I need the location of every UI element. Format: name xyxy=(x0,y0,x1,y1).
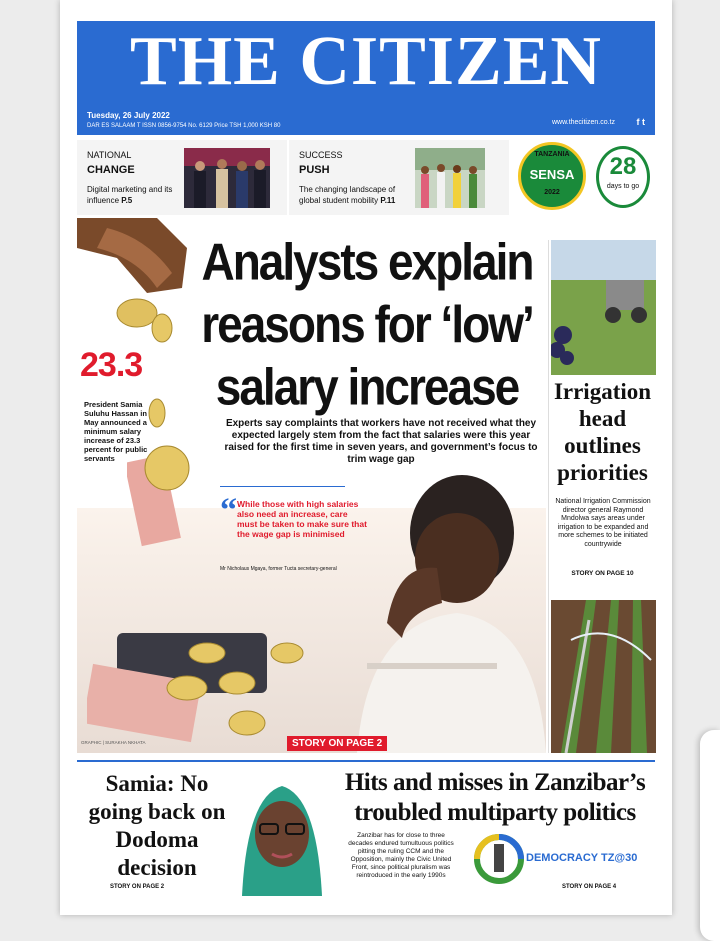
stat-value: 23.3 xyxy=(80,346,143,384)
democracy-badge: DEMOCRACY TZ@30 xyxy=(526,852,638,864)
masthead xyxy=(77,21,655,135)
teaser-kicker: CHANGE xyxy=(87,164,135,176)
days-number: 28 xyxy=(609,153,637,180)
side-text: National Irrigation Commission director general Raymond Mndolwa says areas under irrigation to be expanded and more schemes to be initiated countrywide xyxy=(555,498,651,548)
hand-coins-illustration xyxy=(77,218,197,343)
stat-description: President Samia Suluhu Hassan in May announced a minimum salary increase of 23.3 percent for public servants xyxy=(84,400,148,463)
website-url: www.thecitizen.co.tz xyxy=(551,119,615,126)
days-countdown xyxy=(596,146,650,208)
quote-icon: “ xyxy=(220,492,237,529)
lead-story xyxy=(77,218,546,753)
samia-story-link[interactable]: STORY ON PAGE 2 xyxy=(110,884,165,890)
side-headline: Irrigation head outlines priorities xyxy=(553,379,652,485)
newspaper-front-page xyxy=(60,0,672,915)
zanzibar-story-link[interactable]: STORY ON PAGE 4 xyxy=(562,884,617,890)
standfirst: Experts say complaints that workers have not received what they expected largely stem from the fact that salaries were this year raised for the first time in seven years, and government’s focus to trim wage gap xyxy=(224,418,538,465)
teaser-photo-group xyxy=(184,148,270,208)
social-icons: f t xyxy=(636,117,645,127)
worried-man-photo xyxy=(327,473,546,753)
next-page-edge xyxy=(700,730,720,941)
democracy-logo-icon xyxy=(472,832,526,886)
census-badge xyxy=(512,140,655,215)
zanzibar-text: Zanzibar has for close to three decades endured tumultuous politics pitting the ruling CCM and the Opposition, mainly the Civic United Front, since political pluralism was reintroduced in the early 1990s xyxy=(348,832,454,879)
quote-attribution: Mr Nicholaus Mgaya, former Tucta secretary-general xyxy=(220,566,337,572)
pull-quote: While those with high salaries also need an increase, care must be taken to make sure that the wage gap is minimised xyxy=(237,499,367,539)
sensa-word: SENSA xyxy=(529,167,575,182)
side-story xyxy=(548,240,656,753)
teaser-description: Digital marketing and its influence P.5 xyxy=(87,185,173,205)
teaser-description: The changing landscape of global student mobility P.11 xyxy=(299,185,396,205)
teaser-national xyxy=(77,140,287,215)
issue-date: Tuesday, 26 July 2022 xyxy=(87,111,170,120)
issue-info: DAR ES SALAAM T ISSN 0856-9754 No. 6129 Price TSH 1,000 KSH 80 xyxy=(87,123,281,129)
irrigation-field-photo xyxy=(551,600,656,753)
sensa-country: TANZANIA xyxy=(534,151,570,158)
samia-portrait xyxy=(232,766,332,896)
bottom-divider xyxy=(77,760,655,762)
side-story-link[interactable]: STORY ON PAGE 10 xyxy=(571,570,634,577)
farm-tractor-photo xyxy=(551,240,656,375)
teaser-row xyxy=(77,140,655,215)
lead-story-link[interactable]: STORY ON PAGE 2 xyxy=(287,736,387,751)
teaser-section: NATIONAL xyxy=(87,150,132,160)
sensa-year: 2022 xyxy=(544,189,560,196)
newspaper-title: THE CITIZEN xyxy=(130,23,602,100)
teaser-section: SUCCESS xyxy=(299,150,343,160)
lead-headline: Analysts explain reasons for ‘low’ salary increase xyxy=(201,232,533,416)
teaser-kicker: PUSH xyxy=(299,164,330,176)
graphic-credit: GRAPHIC | SURAKHA NKHATA xyxy=(81,740,146,745)
teaser-success xyxy=(289,140,509,215)
bottom-headline-zanzibar: Hits and misses in Zanzibar’s troubled multiparty politics xyxy=(344,769,646,826)
wallet-coins-photo xyxy=(87,613,317,743)
bottom-headline-samia: Samia: No going back on Dodoma decision xyxy=(88,771,226,880)
teaser-photo-students xyxy=(415,148,485,208)
sensa-logo xyxy=(518,142,586,210)
days-label: days to go xyxy=(606,183,640,190)
